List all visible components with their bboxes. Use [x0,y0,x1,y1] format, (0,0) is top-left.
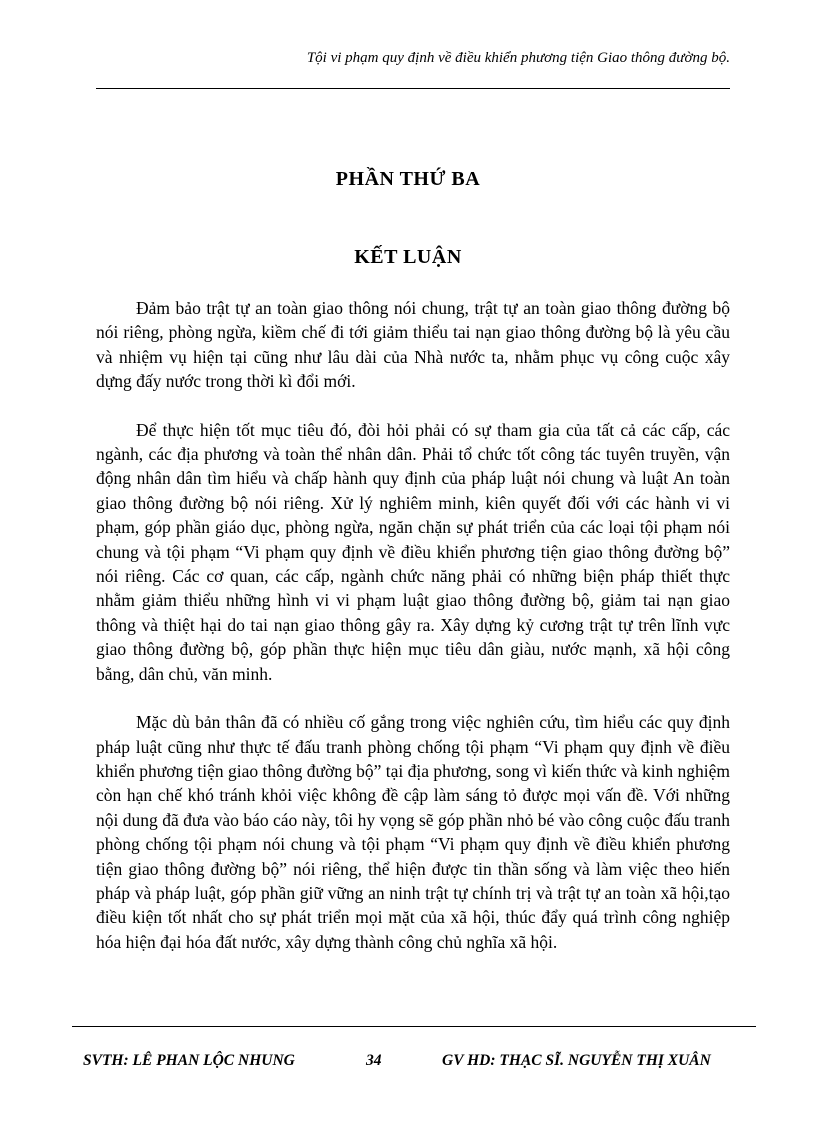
footer-student: SVTH: LÊ PHAN LỘC NHUNG [83,1052,295,1069]
footer-rule [72,1026,756,1027]
header-rule [96,88,730,89]
paragraph: Đảm bảo trật tự an toàn giao thông nói chung, trật tự an toàn giao thông đường bộ nói riêng, phòng ngừa, kiềm chế đi tới giảm thiểu tai nạn giao thông đường bộ là yêu cầu và nhiệm vụ hiện tại cũng như lâu dài của Nhà nước ta, nhằm phục vụ công cuộc xây dựng đấy nước trong thời kì đổi mới. [96,298,730,392]
paragraph: Để thực hiện tốt mục tiêu đó, đòi hỏi phải có sự tham gia của tất cả các cấp, các ngành, các địa phương và toàn thể nhân dân. Phải tổ chức tốt công tác tuyên truyền, vận động nhân dân tìm hiểu và chấp hành quy định của pháp luật nói chung và luật An toàn giao thông đường bộ nói riêng. Xử lý nghiêm minh, kiên quyết đối với các hành vi vi phạm, góp phần giáo dục, phòng ngừa, ngăn chặn sự phát triển của các loại tội phạm nói chung và tội phạm “Vi phạm quy định về điều khiển phương tiện giao thông đường bộ” nói riêng. Các cơ quan, các cấp, ngành chức năng phải có những biện pháp thiết thực nhằm giảm thiểu những hình vi vi phạm luật giao thông đường bộ, giảm tai nạn giao thông và thiệt hại do tai nạn giao thông gây ra. Xây dựng kỷ cương trật tự trên lĩnh vực giao thông đường bộ, góp phần thực hiện mục tiêu dân giàu, nước mạnh, xã hội công bằng, dân chủ, văn minh. [96,419,730,684]
chapter-title: KẾT LUẬN [354,246,462,268]
running-header: Tội vi phạm quy định về điều khiển phương tiện Giao thông đường bộ. [306,50,730,66]
paragraph: Mặc dù bản thân đã có nhiều cố gắng trong việc nghiên cứu, tìm hiểu các quy định pháp luật cũng như thực tế đấu tranh phòng chống tội phạm “Vi phạm quy định về điều khiển phương tiện giao thông đường bộ” tại địa phương, song vì kiến thức và kinh nghiệm còn hạn chế khó tránh khỏi việc không đề cập làm sáng tỏ được mọi vấn đề. Với những nội dung đã đưa vào báo cáo này, tôi hy vọng sẽ góp phần nhỏ bé vào công cuộc đấu tranh phòng chống tội phạm nói chung và tội phạm “Vi phạm quy định về điều khiển phương tiện giao thông đường bộ” nói riêng, thể hiện được tin thần sống và làm việc theo hiến pháp và pháp luật, góp phần giữ vững an ninh trật tự chính trị và trật tự an toàn xã hội,tạo điều kiện tốt nhất cho sự phát triển mọi mặt của xã hội, thúc đẩy quá trình công nghiệp hóa hiện đại hóa đất nước, xây dựng thành công chủ nghĩa xã hội. [96,712,730,952]
footer-advisor: GV HD: THẠC SĨ. NGUYỄN THỊ XUÂN [442,1052,711,1069]
body-text [96,296,730,978]
footer-page-number: 34 [366,1052,382,1069]
part-title: PHẦN THỨ BA [335,168,481,190]
